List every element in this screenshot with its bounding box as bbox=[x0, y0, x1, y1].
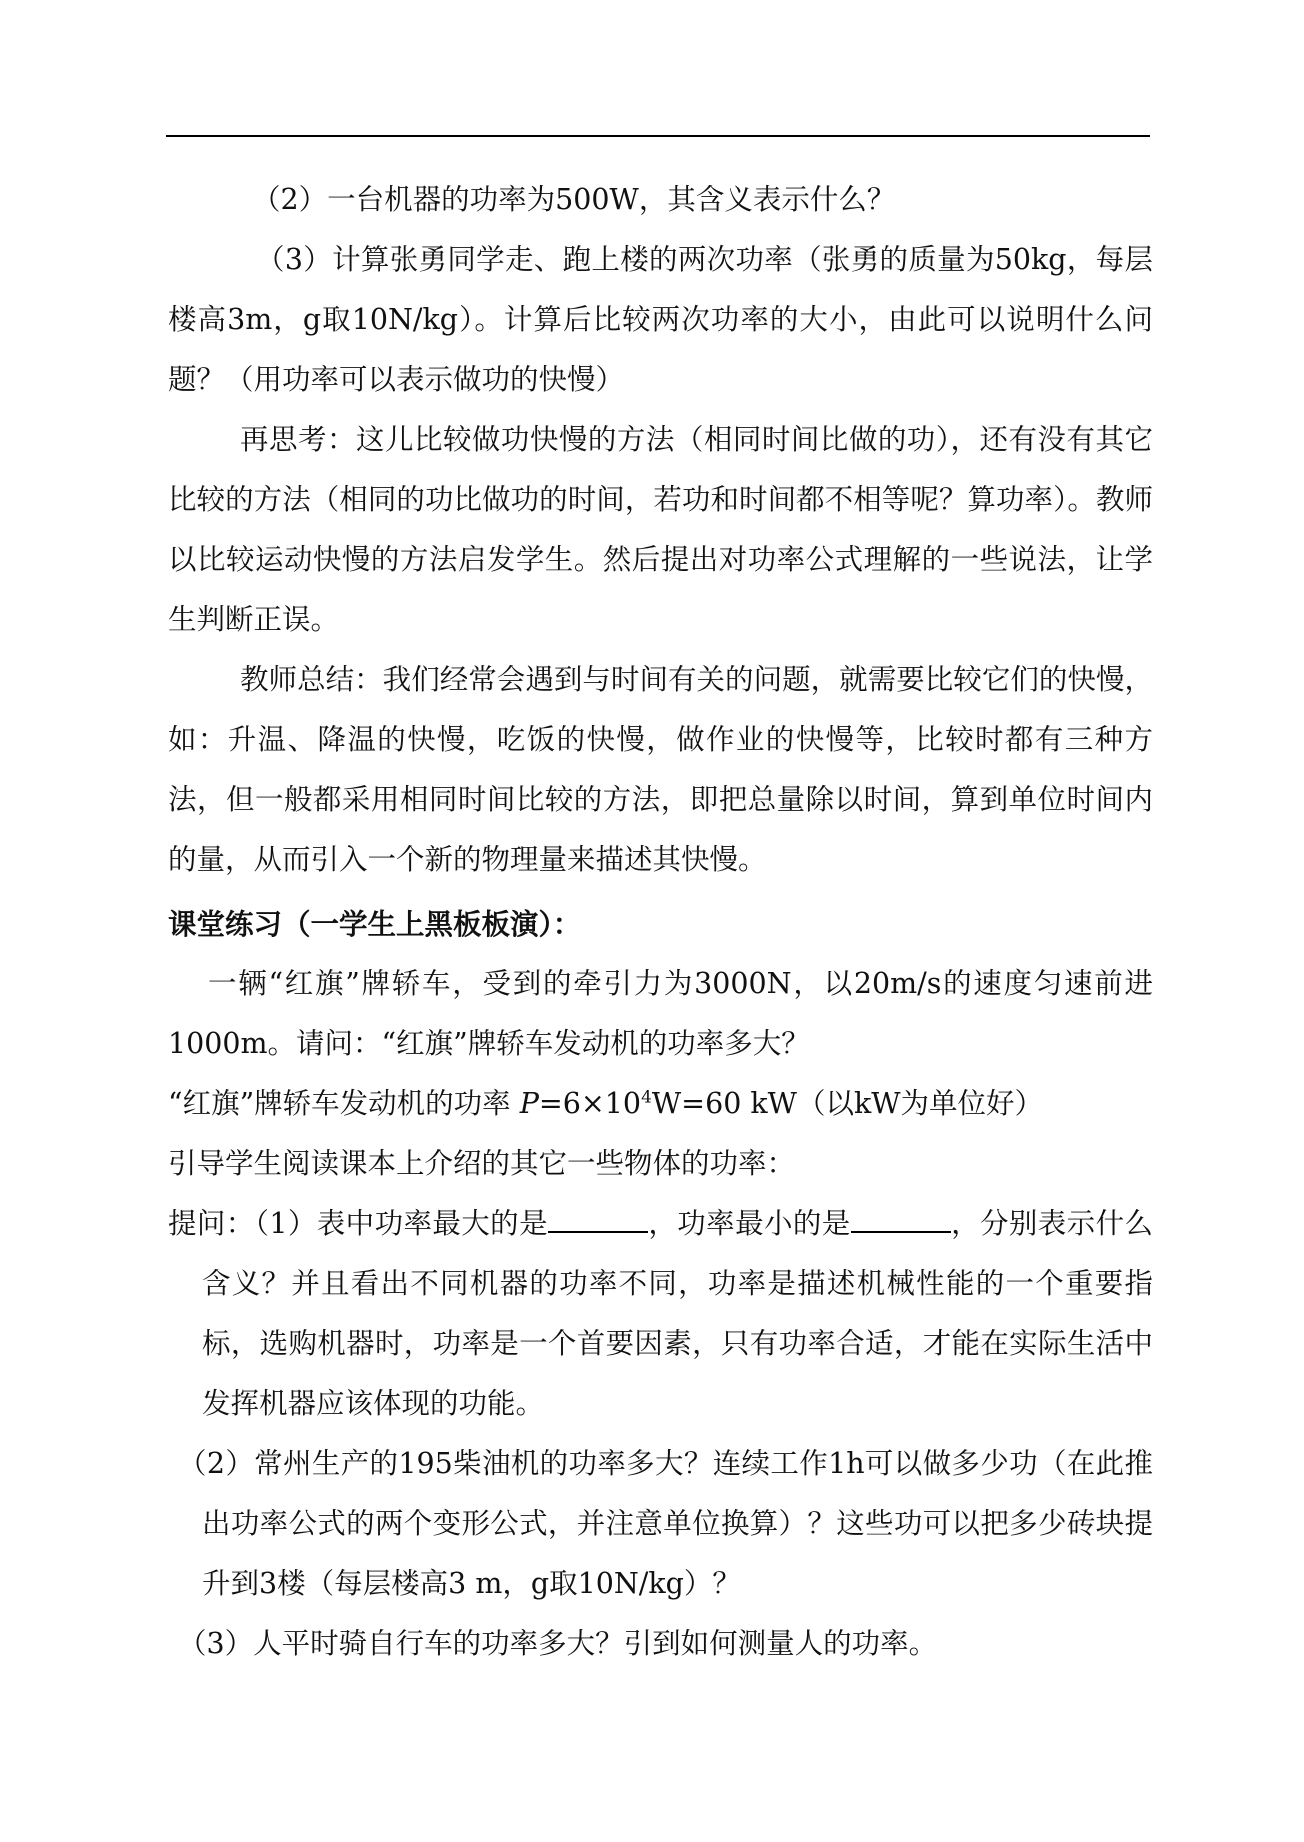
ask-1-part-c: ，分别表示什么含义？并且看出不同机器的功率不同，功率是描述机械性能的一个重要指标，选购机器时，功率是一个首要因素，只有功率合适，才能在实际生活中发挥机器应该体现的功能。 bbox=[202, 1207, 1153, 1420]
question-2: （2）一台机器的功率为500W，其含义表示什么？ bbox=[252, 183, 896, 216]
ask-1-part-b: ，功率最小的是 bbox=[647, 1207, 851, 1240]
answer-mid: =6×10 bbox=[538, 1087, 642, 1120]
exercise-problem: 一辆“红旗”牌轿车，受到的牵引力为3000N，以20m/s的速度匀速前进1000m。请问：“红旗”牌轿车发动机的功率多大？ bbox=[168, 967, 1153, 1060]
ask-3: （3）人平时骑自行车的功率多大？引到如何测量人的功率。 bbox=[178, 1627, 938, 1660]
ask-1 bbox=[168, 1194, 1153, 1434]
answer-blank-max bbox=[548, 1205, 648, 1233]
document-body bbox=[168, 170, 1153, 1674]
answer-suffix: W=60 kW（以kW为单位好） bbox=[651, 1087, 1044, 1120]
answer-blank-min bbox=[851, 1205, 951, 1233]
ask-1-part-a: 提问：（1）表中功率最大的是 bbox=[168, 1207, 548, 1240]
header-rule bbox=[166, 135, 1150, 137]
answer-prefix: “红旗”牌轿车发动机的功率 bbox=[168, 1087, 520, 1120]
ask-2: （2）常州生产的195柴油机的功率多大？连续工作1h可以做多少功（在此推出功率公式的两个变形公式，并注意单位换算）？这些功可以把多少砖块提升到3楼（每层楼高3 m，g取10N/kg）？ bbox=[178, 1447, 1153, 1600]
exercise-answer bbox=[168, 1074, 1153, 1134]
rethink-paragraph: 再思考：这儿比较做功快慢的方法（相同时间比做的功），还有没有其它比较的方法（相同的功比做功的时间，若功和时间都不相等呢？算功率）。教师以比较运动快慢的方法启发学生。然后提出对功率公式理解的一些说法，让学生判断正误。 bbox=[168, 423, 1153, 636]
question-3: （3）计算张勇同学走、跑上楼的两次功率（张勇的质量为50kg，每层楼高3m，g取10N/kg）。计算后比较两次功率的大小，由此可以说明什么问题？（用功率可以表示做功的快慢） bbox=[168, 243, 1153, 396]
answer-exponent: 4 bbox=[641, 1087, 652, 1108]
teacher-summary: 教师总结：我们经常会遇到与时间有关的问题，就需要比较它们的快慢，如：升温、降温的快慢，吃饭的快慢，做作业的快慢等，比较时都有三种方法，但一般都采用相同时间比较的方法，即把总量除以时间，算到单位时间内的量，从而引入一个新的物理量来描述其快慢。 bbox=[168, 663, 1153, 876]
guide-line: 引导学生阅读课本上介绍的其它一些物体的功率： bbox=[168, 1147, 796, 1180]
section-heading: 课堂练习（一学生上黑板板演）： bbox=[168, 907, 582, 941]
power-variable: P bbox=[519, 1087, 539, 1120]
